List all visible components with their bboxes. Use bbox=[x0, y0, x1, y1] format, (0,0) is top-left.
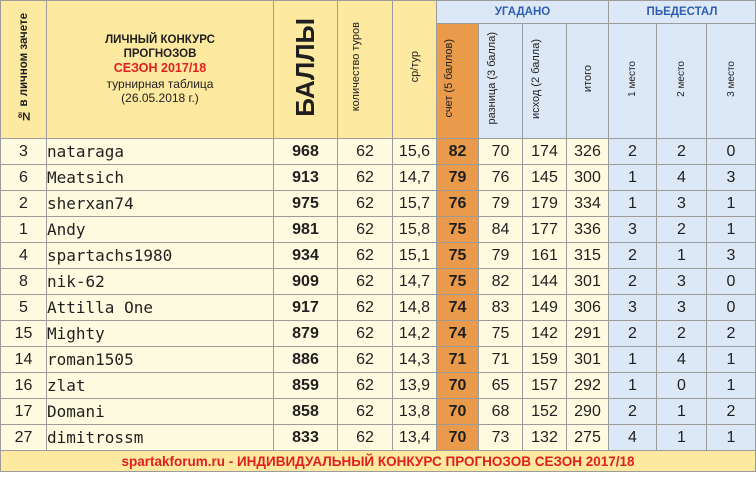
cell-total: 291 bbox=[567, 321, 609, 347]
cell-place2: 2 bbox=[657, 139, 707, 165]
cell-place3: 0 bbox=[707, 295, 756, 321]
table-row bbox=[1, 165, 756, 191]
cell-tours: 62 bbox=[338, 425, 393, 451]
cell-place2: 2 bbox=[657, 217, 707, 243]
cell-name: dimitrossm bbox=[47, 425, 274, 451]
cell-avg: 13,9 bbox=[393, 373, 437, 399]
cell-place3: 1 bbox=[707, 425, 756, 451]
header-place1: 1 место bbox=[609, 24, 657, 139]
cell-place2: 4 bbox=[657, 165, 707, 191]
cell-score: 75 bbox=[437, 243, 479, 269]
cell-place3: 3 bbox=[707, 165, 756, 191]
cell-points: 909 bbox=[274, 269, 338, 295]
cell-tours: 62 bbox=[338, 165, 393, 191]
cell-score: 70 bbox=[437, 399, 479, 425]
cell-name: roman1505 bbox=[47, 347, 274, 373]
cell-rank: 3 bbox=[1, 139, 47, 165]
header-place3: 3 место bbox=[707, 24, 756, 139]
cell-name: spartachs1980 bbox=[47, 243, 274, 269]
cell-outcome: 174 bbox=[523, 139, 567, 165]
cell-place3: 2 bbox=[707, 321, 756, 347]
cell-name: Domani bbox=[47, 399, 274, 425]
cell-score: 79 bbox=[437, 165, 479, 191]
cell-diff: 79 bbox=[479, 191, 523, 217]
cell-outcome: 149 bbox=[523, 295, 567, 321]
cell-place1: 1 bbox=[609, 191, 657, 217]
cell-place1: 2 bbox=[609, 243, 657, 269]
cell-score: 82 bbox=[437, 139, 479, 165]
cell-points: 934 bbox=[274, 243, 338, 269]
cell-rank: 8 bbox=[1, 269, 47, 295]
cell-points: 975 bbox=[274, 191, 338, 217]
cell-outcome: 142 bbox=[523, 321, 567, 347]
cell-points: 886 bbox=[274, 347, 338, 373]
cell-place1: 1 bbox=[609, 373, 657, 399]
cell-diff: 82 bbox=[479, 269, 523, 295]
season-label: СЕЗОН 2017/18 bbox=[113, 61, 207, 76]
cell-name: nataraga bbox=[47, 139, 274, 165]
table-row bbox=[1, 139, 756, 165]
cell-tours: 62 bbox=[338, 373, 393, 399]
cell-diff: 71 bbox=[479, 347, 523, 373]
table-row bbox=[1, 217, 756, 243]
table-label: турнирная таблица bbox=[106, 76, 214, 91]
cell-score: 74 bbox=[437, 295, 479, 321]
cell-place2: 3 bbox=[657, 191, 707, 217]
cell-place3: 1 bbox=[707, 373, 756, 399]
cell-place2: 1 bbox=[657, 243, 707, 269]
cell-score: 74 bbox=[437, 321, 479, 347]
header-guessed: УГАДАНО bbox=[437, 1, 609, 24]
header-rank: № в личном зачете bbox=[1, 1, 47, 139]
cell-name: Meatsich bbox=[47, 165, 274, 191]
cell-total: 292 bbox=[567, 373, 609, 399]
cell-tours: 62 bbox=[338, 399, 393, 425]
cell-name: Attilla One bbox=[47, 295, 274, 321]
cell-total: 275 bbox=[567, 425, 609, 451]
cell-place1: 3 bbox=[609, 295, 657, 321]
cell-points: 858 bbox=[274, 399, 338, 425]
cell-tours: 62 bbox=[338, 191, 393, 217]
cell-points: 879 bbox=[274, 321, 338, 347]
cell-place1: 1 bbox=[609, 165, 657, 191]
cell-avg: 14,7 bbox=[393, 269, 437, 295]
cell-score: 71 bbox=[437, 347, 479, 373]
table-row bbox=[1, 243, 756, 269]
cell-points: 981 bbox=[274, 217, 338, 243]
cell-rank: 14 bbox=[1, 347, 47, 373]
cell-points: 833 bbox=[274, 425, 338, 451]
cell-tours: 62 bbox=[338, 139, 393, 165]
cell-place1: 1 bbox=[609, 347, 657, 373]
cell-place1: 2 bbox=[609, 399, 657, 425]
cell-rank: 15 bbox=[1, 321, 47, 347]
cell-score: 70 bbox=[437, 425, 479, 451]
table-row bbox=[1, 191, 756, 217]
cell-total: 301 bbox=[567, 269, 609, 295]
cell-tours: 62 bbox=[338, 243, 393, 269]
cell-rank: 27 bbox=[1, 425, 47, 451]
cell-avg: 14,2 bbox=[393, 321, 437, 347]
header-points: БАЛЛЫ bbox=[274, 1, 338, 139]
date-label: (26.05.2018 г.) bbox=[121, 91, 199, 106]
cell-rank: 17 bbox=[1, 399, 47, 425]
cell-place3: 0 bbox=[707, 139, 756, 165]
header-avg: ср/тур bbox=[393, 1, 437, 139]
cell-tours: 62 bbox=[338, 295, 393, 321]
cell-outcome: 157 bbox=[523, 373, 567, 399]
cell-outcome: 152 bbox=[523, 399, 567, 425]
cell-diff: 73 bbox=[479, 425, 523, 451]
header-outcome: исход (2 балла) bbox=[523, 24, 567, 139]
table-row bbox=[1, 347, 756, 373]
cell-outcome: 145 bbox=[523, 165, 567, 191]
cell-outcome: 179 bbox=[523, 191, 567, 217]
table-row bbox=[1, 321, 756, 347]
cell-rank: 1 bbox=[1, 217, 47, 243]
footer-caption: spartakforum.ru - ИНДИВИДУАЛЬНЫЙ КОНКУРС ПРОГНОЗОВ СЕЗОН 2017/18 bbox=[1, 451, 756, 472]
cell-outcome: 161 bbox=[523, 243, 567, 269]
cell-place2: 0 bbox=[657, 373, 707, 399]
cell-avg: 15,7 bbox=[393, 191, 437, 217]
table-row bbox=[1, 373, 756, 399]
table-row bbox=[1, 399, 756, 425]
cell-diff: 76 bbox=[479, 165, 523, 191]
cell-score: 76 bbox=[437, 191, 479, 217]
cell-diff: 70 bbox=[479, 139, 523, 165]
cell-place2: 2 bbox=[657, 321, 707, 347]
cell-name: Mighty bbox=[47, 321, 274, 347]
cell-points: 968 bbox=[274, 139, 338, 165]
cell-avg: 14,8 bbox=[393, 295, 437, 321]
header-diff: разница (3 балла) bbox=[479, 24, 523, 139]
cell-rank: 6 bbox=[1, 165, 47, 191]
cell-total: 306 bbox=[567, 295, 609, 321]
cell-rank: 16 bbox=[1, 373, 47, 399]
cell-place3: 2 bbox=[707, 399, 756, 425]
cell-place3: 1 bbox=[707, 191, 756, 217]
cell-place2: 1 bbox=[657, 425, 707, 451]
cell-avg: 14,3 bbox=[393, 347, 437, 373]
cell-total: 300 bbox=[567, 165, 609, 191]
cell-score: 75 bbox=[437, 269, 479, 295]
cell-total: 336 bbox=[567, 217, 609, 243]
cell-place1: 2 bbox=[609, 269, 657, 295]
cell-tours: 62 bbox=[338, 347, 393, 373]
cell-score: 70 bbox=[437, 373, 479, 399]
cell-name: zlat bbox=[47, 373, 274, 399]
cell-place1: 4 bbox=[609, 425, 657, 451]
cell-score: 75 bbox=[437, 217, 479, 243]
cell-total: 290 bbox=[567, 399, 609, 425]
cell-points: 917 bbox=[274, 295, 338, 321]
cell-points: 913 bbox=[274, 165, 338, 191]
header-place2: 2 место bbox=[657, 24, 707, 139]
header-total: итого bbox=[567, 24, 609, 139]
cell-name: sherxan74 bbox=[47, 191, 274, 217]
cell-tours: 62 bbox=[338, 269, 393, 295]
cell-place3: 0 bbox=[707, 269, 756, 295]
header-podium: ПЬЕДЕСТАЛ bbox=[609, 1, 756, 24]
cell-place2: 1 bbox=[657, 399, 707, 425]
cell-total: 326 bbox=[567, 139, 609, 165]
cell-diff: 65 bbox=[479, 373, 523, 399]
cell-total: 315 bbox=[567, 243, 609, 269]
table-row bbox=[1, 269, 756, 295]
cell-total: 301 bbox=[567, 347, 609, 373]
cell-outcome: 177 bbox=[523, 217, 567, 243]
cell-diff: 79 bbox=[479, 243, 523, 269]
cell-diff: 83 bbox=[479, 295, 523, 321]
cell-name: Andy bbox=[47, 217, 274, 243]
cell-place1: 2 bbox=[609, 139, 657, 165]
cell-avg: 15,1 bbox=[393, 243, 437, 269]
cell-outcome: 159 bbox=[523, 347, 567, 373]
standings-body bbox=[1, 139, 756, 451]
title-line1: ЛИЧНЫЙ КОНКУРС bbox=[105, 34, 215, 47]
cell-total: 334 bbox=[567, 191, 609, 217]
cell-avg: 15,8 bbox=[393, 217, 437, 243]
table-row bbox=[1, 425, 756, 451]
title-line2: ПРОГНОЗОВ bbox=[123, 48, 197, 61]
cell-avg: 14,7 bbox=[393, 165, 437, 191]
table-row bbox=[1, 295, 756, 321]
cell-tours: 62 bbox=[338, 217, 393, 243]
cell-points: 859 bbox=[274, 373, 338, 399]
cell-rank: 2 bbox=[1, 191, 47, 217]
cell-avg: 13,4 bbox=[393, 425, 437, 451]
cell-diff: 84 bbox=[479, 217, 523, 243]
cell-avg: 15,6 bbox=[393, 139, 437, 165]
cell-place2: 3 bbox=[657, 269, 707, 295]
header-title bbox=[47, 1, 274, 139]
cell-tours: 62 bbox=[338, 321, 393, 347]
cell-outcome: 144 bbox=[523, 269, 567, 295]
cell-outcome: 132 bbox=[523, 425, 567, 451]
cell-diff: 75 bbox=[479, 321, 523, 347]
cell-place2: 4 bbox=[657, 347, 707, 373]
cell-rank: 5 bbox=[1, 295, 47, 321]
cell-place1: 3 bbox=[609, 217, 657, 243]
cell-place2: 3 bbox=[657, 295, 707, 321]
cell-rank: 4 bbox=[1, 243, 47, 269]
cell-name: nik-62 bbox=[47, 269, 274, 295]
cell-place3: 1 bbox=[707, 347, 756, 373]
cell-place3: 1 bbox=[707, 217, 756, 243]
cell-place3: 3 bbox=[707, 243, 756, 269]
header-tours: количество туров bbox=[338, 1, 393, 139]
cell-avg: 13,8 bbox=[393, 399, 437, 425]
cell-place1: 2 bbox=[609, 321, 657, 347]
cell-diff: 68 bbox=[479, 399, 523, 425]
header-score: счет (5 баллов) bbox=[437, 24, 479, 139]
